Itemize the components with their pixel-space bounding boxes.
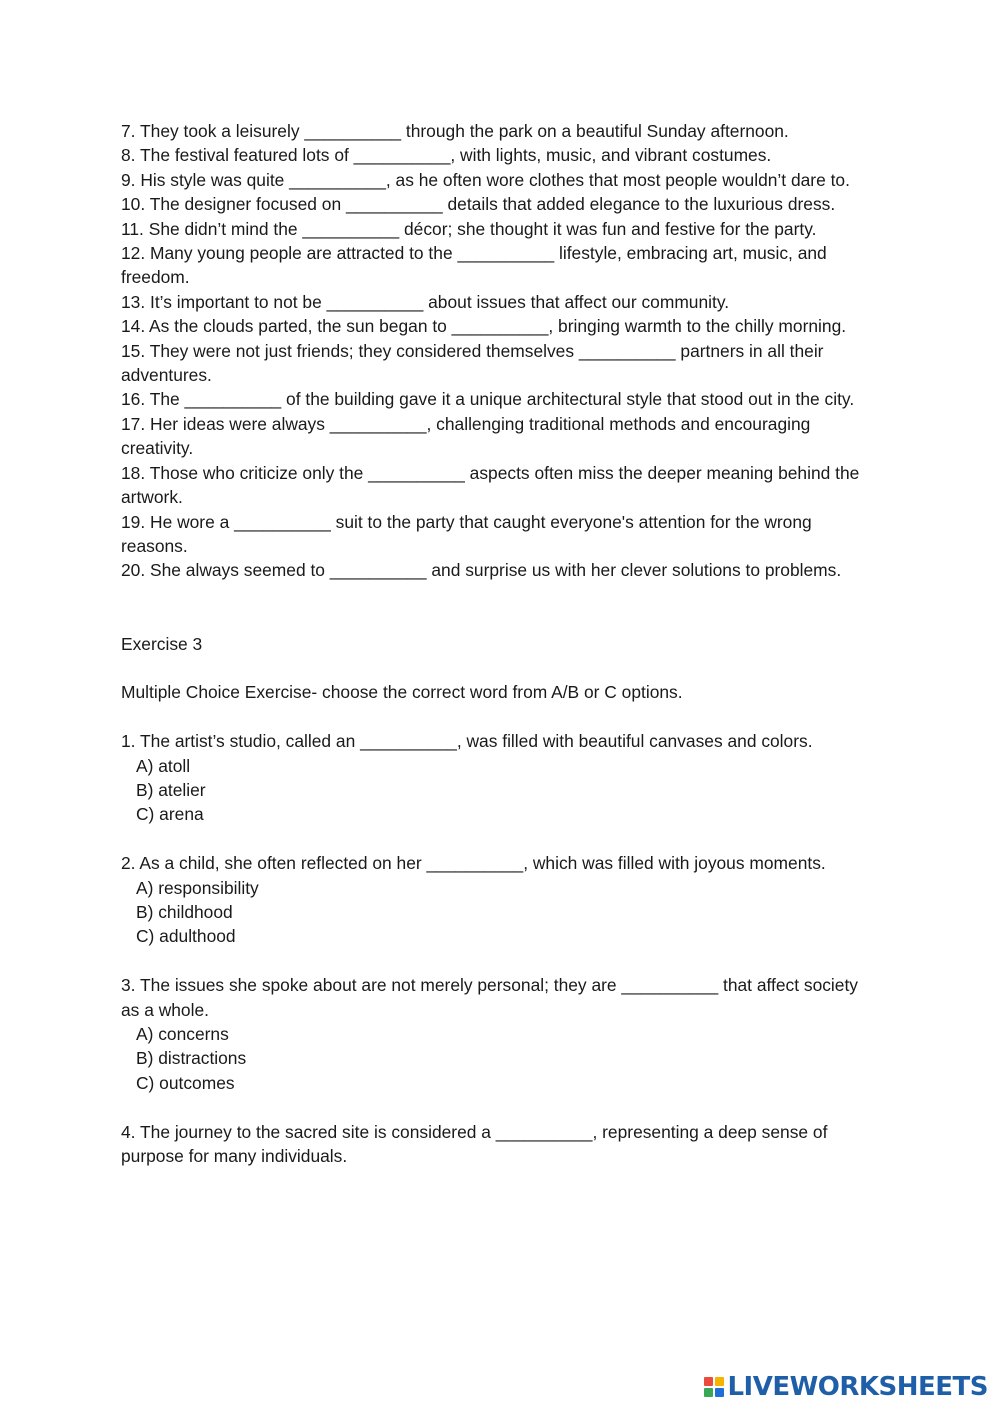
question-1-option-a: A) atoll bbox=[136, 755, 191, 776]
logo-square-yellow bbox=[715, 1377, 724, 1386]
question-4-text: 4. The journey to the sacred site is considered a __________, representing a deep sense of purpose for many individuals. bbox=[121, 1121, 828, 1166]
exercise2-item: 19. He wore a __________ suit to the party that caught everyone's attention for the wrong reasons. bbox=[121, 511, 812, 556]
question-2-text: 2. As a child, she often reflected on her __________, which was filled with joyous moments. bbox=[121, 853, 826, 874]
exercise2-item: 15. They were not just friends; they considered themselves __________ partners in all their adventures. bbox=[121, 340, 824, 386]
exercise2-item: 8. The festival featured lots of __________, with lights, music, and vibrant costumes. bbox=[121, 145, 772, 166]
exercise2-item: 16. The __________ of the building gave it a unique architectural style that stood out in the city. bbox=[121, 389, 855, 410]
exercise2-item: 18. Those who criticize only the __________ aspects often miss the deeper meaning behind the artwork. bbox=[121, 462, 860, 508]
worksheet-content bbox=[121, 119, 881, 1168]
exercise2-item: 10. The designer focused on __________ details that added elegance to the luxurious dress. bbox=[121, 194, 836, 215]
question-2-option-c: C) adulthood bbox=[136, 926, 236, 947]
exercise2-item: 13. It’s important to not be __________ about issues that affect our community. bbox=[121, 291, 730, 312]
question-1-option-c: C) arena bbox=[136, 804, 204, 825]
question-3-text: 3. The issues she spoke about are not merely personal; they are __________ that affect society as a whole. bbox=[121, 975, 858, 1020]
exercise2-item: 11. She didn’t mind the __________ décor; she thought it was fun and festive for the party. bbox=[121, 218, 817, 239]
question-1-option-b: B) atelier bbox=[136, 779, 206, 800]
logo-square-blue bbox=[715, 1388, 724, 1397]
logo-square-red bbox=[704, 1377, 713, 1386]
question-3-option-a: A) concerns bbox=[136, 1023, 229, 1044]
exercise2-item: 20. She always seemed to __________ and surprise us with her clever solutions to problems. bbox=[121, 560, 842, 581]
exercise2-item: 17. Her ideas were always __________, challenging traditional methods and encouraging creativity. bbox=[121, 413, 811, 459]
exercise2-item: 14. As the clouds parted, the sun began to __________, bringing warmth to the chilly morning. bbox=[121, 316, 847, 337]
exercise3-title: Exercise 3 bbox=[121, 633, 203, 654]
exercise2-item: 9. His style was quite __________, as he often wore clothes that most people wouldn’t dare to. bbox=[121, 169, 850, 190]
question-2-option-a: A) responsibility bbox=[136, 877, 259, 898]
liveworksheets-logo bbox=[704, 1370, 988, 1404]
logo-text: LIVEWORKSHEETS bbox=[727, 1372, 988, 1402]
exercise3-instructions: Multiple Choice Exercise- choose the correct word from A/B or C options. bbox=[121, 682, 683, 703]
question-3-option-b: B) distractions bbox=[136, 1048, 247, 1069]
logo-mark-icon bbox=[704, 1377, 724, 1397]
exercise2-item: 7. They took a leisurely __________ through the park on a beautiful Sunday afternoon. bbox=[121, 121, 789, 141]
question-3-option-c: C) outcomes bbox=[136, 1072, 235, 1093]
exercise2-item: 12. Many young people are attracted to the __________ lifestyle, embracing art, music, and freedom. bbox=[121, 243, 827, 288]
question-2-option-b: B) childhood bbox=[136, 901, 233, 922]
question-1-text: 1. The artist’s studio, called an __________, was filled with beautiful canvases and colors. bbox=[121, 731, 813, 752]
logo-square-green bbox=[704, 1388, 713, 1397]
